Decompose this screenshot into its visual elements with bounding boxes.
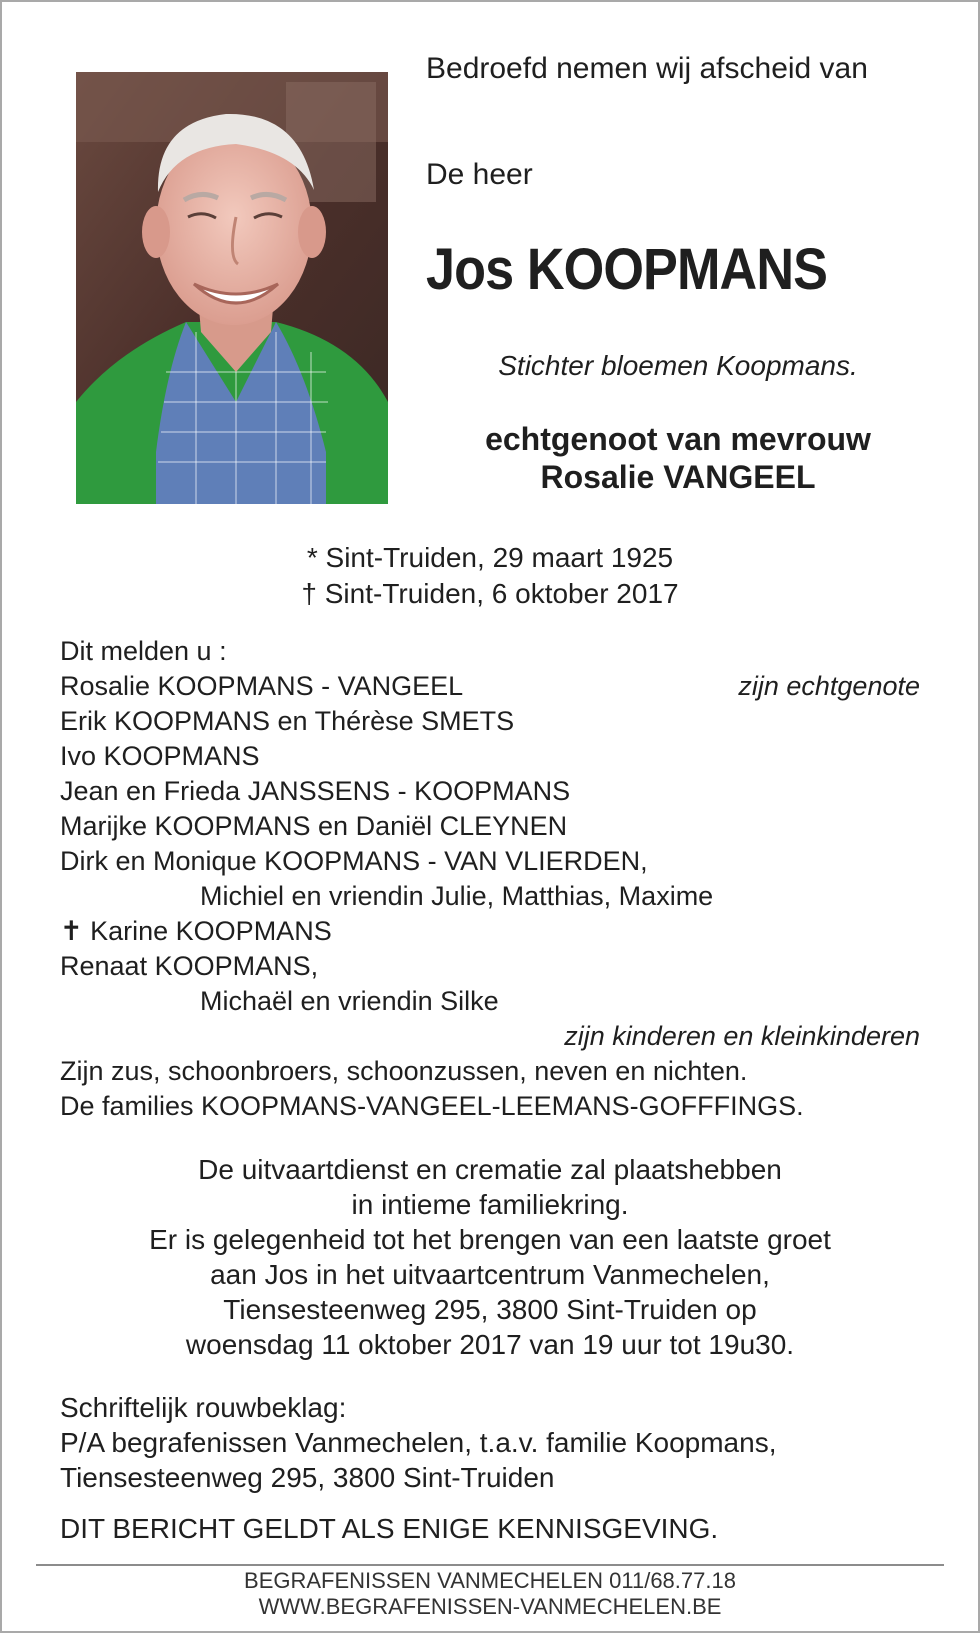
family-member: Renaat KOOPMANS, xyxy=(60,951,319,981)
portrait-photo xyxy=(76,72,388,504)
ceremony-line: Er is gelegenheid tot het brengen van een laatste groet xyxy=(149,1224,831,1255)
spouse-line-1: echtgenoot van mevrouw xyxy=(485,421,871,457)
ceremony-block xyxy=(0,1152,980,1362)
spouse-block xyxy=(388,420,968,496)
grandchildren-line: Michiel en vriendin Julie, Matthias, Maxime xyxy=(200,881,714,911)
footer-company: BEGRAFENISSEN VANMECHELEN 011/68.77.18 xyxy=(244,1568,736,1593)
notice-text: DIT BERICHT GELDT ALS ENIGE KENNISGEVING. xyxy=(60,1513,719,1544)
family-intro: Dit melden u : xyxy=(60,636,227,666)
family-member: ✝ Karine KOOPMANS xyxy=(60,916,332,946)
ceremony-line: woensdag 11 oktober 2017 van 19 uur tot 19u30. xyxy=(185,1329,795,1360)
family-list xyxy=(60,634,920,1124)
family-member: Dirk en Monique KOOPMANS - VAN VLIERDEN, xyxy=(60,846,648,876)
condolence-address-2: Tiensesteenweg 295, 3800 Sint-Truiden xyxy=(60,1462,555,1493)
children-role: zijn kinderen en kleinkinderen xyxy=(564,1021,920,1051)
ceremony-line: Tiensesteenweg 295, 3800 Sint-Truiden op xyxy=(223,1294,757,1325)
footer xyxy=(0,1568,980,1620)
birth-date: * Sint-Truiden, 29 maart 1925 xyxy=(306,542,674,573)
condolence-block xyxy=(60,1390,776,1495)
intro-text: Bedroefd nemen wij afscheid van xyxy=(426,52,868,85)
death-date: † Sint-Truiden, 6 oktober 2017 xyxy=(301,578,679,609)
footer-website: WWW.BEGRAFENISSEN-VANMECHELEN.BE xyxy=(258,1594,722,1619)
honorific: De heer xyxy=(426,158,533,191)
condolence-heading: Schriftelijk rouwbeklag: xyxy=(60,1392,347,1423)
families-line: De families KOOPMANS-VANGEEL-LEEMANS-GOFFFINGS. xyxy=(60,1091,804,1121)
condolence-address-1: P/A begrafenissen Vanmechelen, t.a.v. familie Koopmans, xyxy=(60,1427,777,1458)
spouse-row xyxy=(60,669,920,704)
relatives-line: Zijn zus, schoonbroers, schoonzussen, neven en nichten. xyxy=(60,1056,748,1086)
spouse-line-2: Rosalie VANGEEL xyxy=(540,459,816,495)
family-member: Jean en Frieda JANSSENS - KOOPMANS xyxy=(60,776,571,806)
family-member: Erik KOOPMANS en Thérèse SMETS xyxy=(60,706,515,736)
ceremony-line: De uitvaartdienst en crematie zal plaatshebben xyxy=(198,1154,782,1185)
spouse-name: Rosalie KOOPMANS - VANGEEL xyxy=(60,671,464,701)
dates-block xyxy=(0,540,980,612)
family-member: Ivo KOOPMANS xyxy=(60,741,260,771)
spouse-role: zijn echtgenote xyxy=(738,671,920,701)
grandchildren-line: Michaël en vriendin Silke xyxy=(200,986,499,1016)
ceremony-line: aan Jos in het uitvaartcentrum Vanmechelen, xyxy=(210,1259,770,1290)
family-member: Marijke KOOPMANS en Daniël CLEYNEN xyxy=(60,811,568,841)
deceased-name: Jos KOOPMANS xyxy=(426,237,828,302)
ceremony-line: in intieme familiekring. xyxy=(351,1189,629,1220)
occupation: Stichter bloemen Koopmans. xyxy=(498,350,858,381)
footer-divider xyxy=(36,1564,944,1566)
